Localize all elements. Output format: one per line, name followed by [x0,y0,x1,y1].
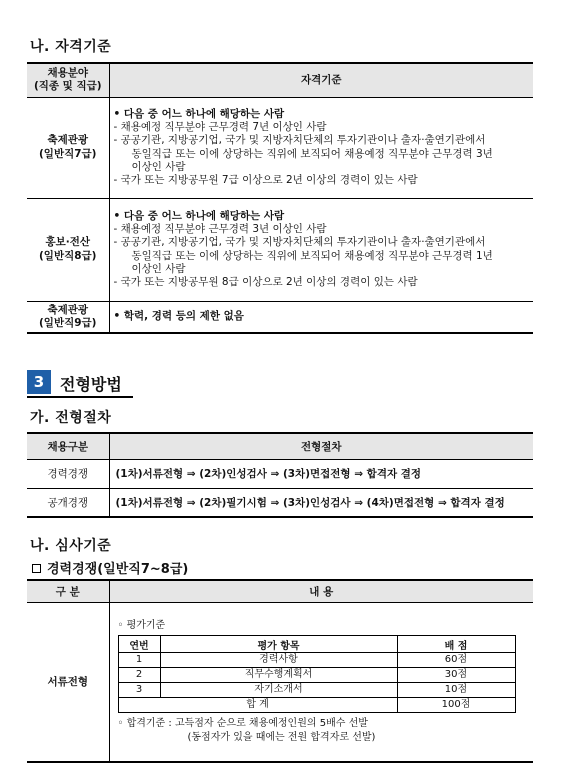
qual-header-field: 채용분야 (직종 및 직급) [27,63,109,97]
qualification-table [27,62,533,334]
qual-field: 홍보·전산 (일반직8급) [27,198,109,301]
table-row [27,301,533,333]
section-title: 전형방법 [60,375,122,394]
table-row [27,459,533,488]
scr-stage: 서류전형 [27,602,109,762]
proc-steps: (1차)서류전형 ⇒ (2차)필기시험 ⇒ (3차)인성검사 ⇒ (4차)면접전형 ⇒ 합격자 결정 [115,496,505,509]
evaluation-table [118,635,516,713]
table-row [27,97,533,198]
table-row [27,602,533,762]
proc-steps: (1차)서류전형 ⇒ (2차)인성검사 ⇒ (3차)면접전형 ⇒ 합격자 결정 [109,459,533,488]
table-row: 1 경력사항 60점 [118,653,515,668]
qual-field: 축제관광 (일반직7급) [27,97,109,198]
qualification-heading: 나. 자격기준 [30,39,112,55]
section-number-badge: 3 [27,370,51,394]
table-row [27,488,533,517]
eval-header-no: 연번 [118,636,160,653]
process-table [27,432,533,518]
qual-header-criteria: 자격기준 [109,63,533,97]
pass-criteria: ◦ 합격기준 : 고득점자 순으로 채용예정인원의 5배수 선발 [117,718,368,730]
qual-criteria: • 다음 중 어느 하나에 해당하는 사람 - 채용예정 직무분야 근무경력 3년 이상인 사람 - 공공기관, 지방공기업, 국가 및 지방자치단체의 투자기관이나 출자·출연기관에서 동일직급 또는 이에 상당하는 직위에 보직되어 채용예정 직무분야 근무경력 1년 이상인 사람 - 국가 또는 지방공무원 8급 이상으로 2년 이상의 경력이 있는 사람 [109,198,533,301]
eval-header-item: 평가 항목 [160,636,397,653]
section-underline [27,396,133,398]
scr-header-content: 내 용 [109,580,533,602]
scr-header-category: 구 분 [27,580,109,602]
screening-table [27,579,533,763]
qual-field: 축제관광 (일반직9급) [27,301,109,333]
screening-subheading: 경력경쟁(일반직7~8급) [32,558,188,577]
qual-criteria: • 다음 중 어느 하나에 해당하는 사람 - 채용예정 직무분야 근무경력 7년 이상인 사람 - 공공기관, 지방공기업, 국가 및 지방자치단체의 투자기관이나 출자·출연기관에서 동일직급 또는 이에 상당하는 직위에 보직되어 채용예정 직무분야 근무경력 3년 이상인 사람 - 국가 또는 지방공무원 7급 이상으로 2년 이상의 경력이 있는 사람 [109,97,533,198]
qual-criteria: • 학력, 경력 등의 제한 없음 [109,301,533,333]
table-row: 2 직무수행계획서 30점 [118,668,515,683]
pass-criteria-note: (동점자가 있을 때에는 전원 합격자로 선발) [187,732,376,744]
scr-content [109,602,533,762]
proc-header-steps: 전형절차 [109,433,533,459]
checkbox-square-icon [32,564,41,573]
process-heading: 가. 전형절차 [30,410,112,426]
criteria-label: ◦ 평가기준 [117,620,166,632]
table-row [27,198,533,301]
table-row: 3 자기소개서 10점 [118,683,515,698]
screening-heading: 나. 심사기준 [30,538,112,554]
table-row-total: 합 계 100점 [118,698,515,713]
proc-header-type: 채용구분 [27,433,109,459]
proc-type: 공개경쟁 [27,488,109,517]
proc-type: 경력경쟁 [27,459,109,488]
eval-header-score: 배 점 [397,636,515,653]
